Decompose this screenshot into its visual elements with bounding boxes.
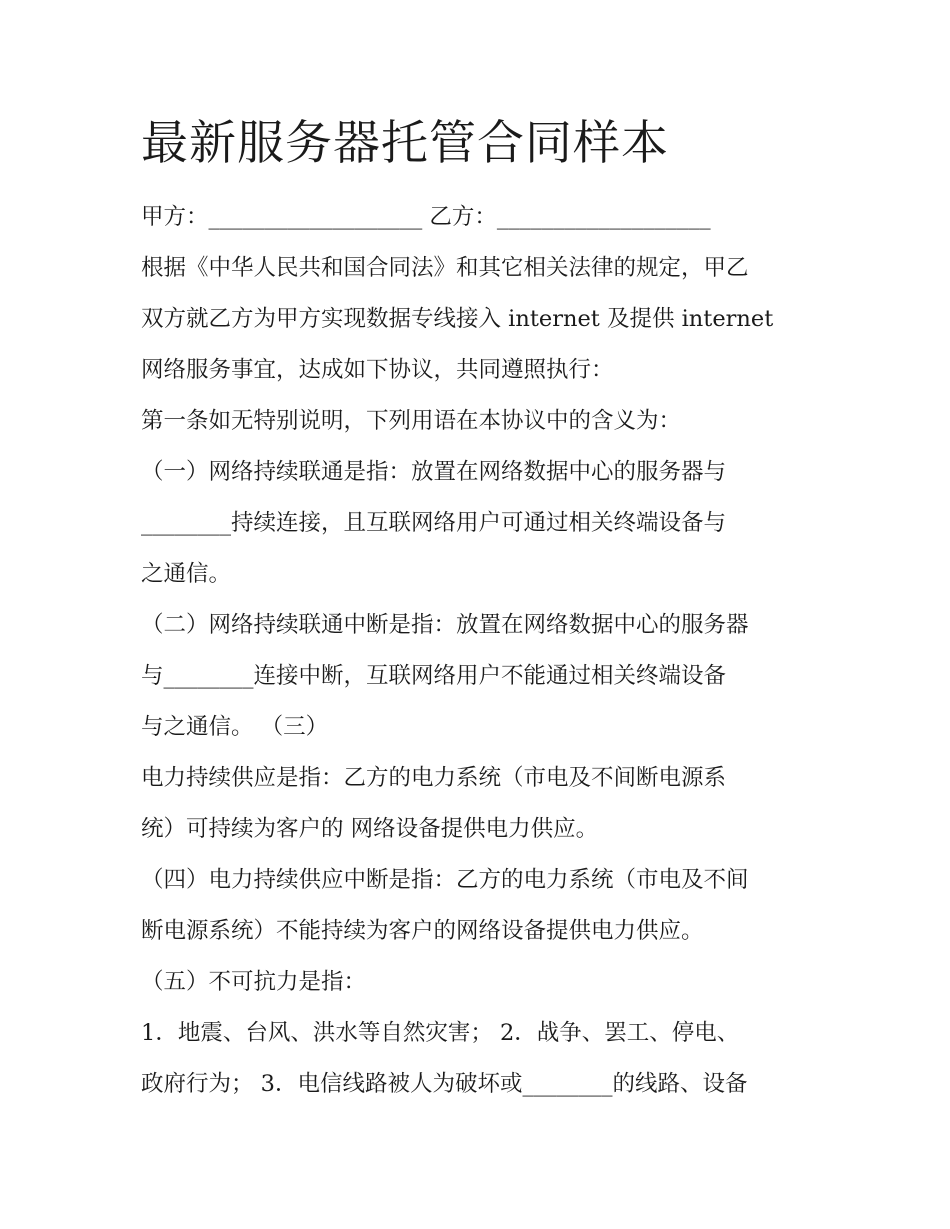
body-line: 之通信。 xyxy=(141,561,232,587)
body-line: 与________连接中断，互联网络用户不能通过相关终端设备 xyxy=(141,663,727,689)
body-line: （二）网络持续联通中断是指：放置在网络数据中心的服务器 xyxy=(141,612,749,638)
document-page xyxy=(141,112,821,1110)
body-line: 电力持续供应是指：乙方的电力系统（市电及不间断电源系 xyxy=(141,765,727,791)
body-line: 统）可持续为客户的 网络设备提供电力供应。 xyxy=(141,816,599,842)
body-line: 政府行为； 3．电信线路被人为破坏或________的线路、设备 xyxy=(141,1071,748,1097)
body-line: 断电源系统）不能持续为客户的网络设备提供电力供应。 xyxy=(141,918,704,944)
body-line: （五）不可抗力是指： xyxy=(141,969,367,995)
document-title: 最新服务器托管合同样本 xyxy=(141,116,669,171)
body-line: 1．地震、台风、洪水等自然灾害； 2．战争、罢工、停电、 xyxy=(141,1020,740,1046)
body-line: ________持续连接，且互联网络用户可通过相关终端设备与 xyxy=(141,510,727,536)
article-heading: 第一条如无特别说明，下列用语在本协议中的含义为： xyxy=(141,408,682,434)
body-line: （一）网络持续联通是指：放置在网络数据中心的服务器与 xyxy=(141,459,727,485)
body-line: 网络服务事宜，达成如下协议，共同遵照执行： xyxy=(141,357,614,383)
body-line: 根据《中华人民共和国合同法》和其它相关法律的规定，甲乙 xyxy=(141,255,749,281)
body-line: （四）电力持续供应中断是指：乙方的电力系统（市电及不间 xyxy=(141,867,749,893)
body-line: 与之通信。 （三） xyxy=(141,714,329,740)
party-line: 甲方：___________________ 乙方：___________________ xyxy=(141,204,711,230)
body-line: 双方就乙方为甲方实现数据专线接入 internet 及提供 internet xyxy=(141,306,774,332)
